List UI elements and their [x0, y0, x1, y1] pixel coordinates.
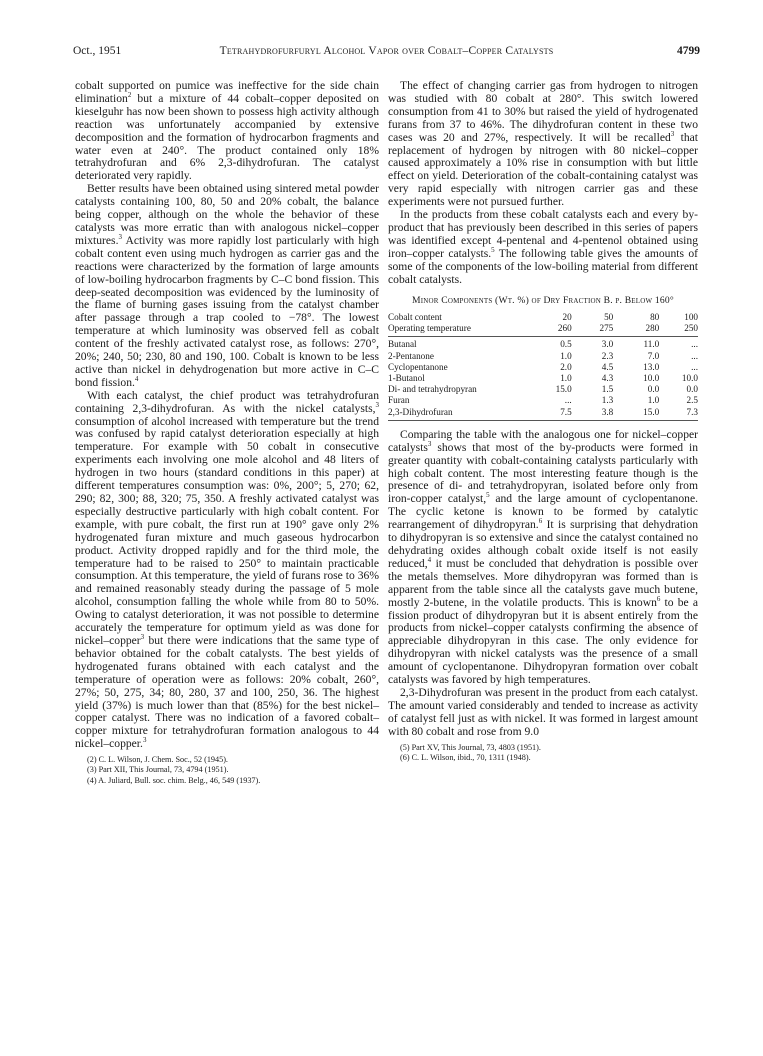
table-row	[388, 337, 698, 351]
table-cell: 250	[667, 323, 698, 337]
footnotes	[75, 755, 379, 786]
table-cell: 260	[534, 323, 580, 337]
row-label: 2,3-Dihydrofuran	[388, 407, 534, 421]
paragraph: cobalt supported on pumice was ineffective for the side chain elimination$^2$ but a mixture of 44 cobalt–copper deposited on kieselguhr has now been shown to possess high activity although reaction was unfortunately accompanied by extensive decomposition and the formation of hydrocarbon fragments and water even at 240°. The product contained only 18% tetrahydrofuran and 6% 2,3-dihydrofuran. The catalyst deteriorated very rapidly.	[75, 79, 379, 183]
table-cell: 1.0	[560, 350, 572, 361]
table-cell: 4.5	[601, 361, 614, 372]
citation-ref[interactable]: 5	[486, 491, 490, 500]
citation-ref[interactable]: 3	[142, 736, 147, 745]
table-cell: 11.0	[643, 339, 660, 350]
table-cell: 0.5	[560, 339, 572, 350]
footnote: (3) Part XII, This Journal, 73, 4794 (1951).	[87, 765, 229, 775]
row-label: Operating temperature	[388, 323, 534, 337]
table-row	[388, 362, 698, 373]
issue-date: Oct., 1951	[73, 45, 122, 57]
running-title: Tetrahydrofurfuryl Alcohol Vapor over Cobalt–Copper Catalysts	[219, 45, 554, 57]
citation-ref[interactable]: 3	[427, 439, 432, 448]
table-row	[388, 407, 698, 421]
table-cell: 80	[650, 312, 660, 322]
table-cell: 275	[580, 323, 622, 337]
citation-ref[interactable]: 4	[134, 374, 139, 383]
table-cell: 7.3	[667, 407, 698, 421]
table-cell: 3.0	[601, 339, 614, 350]
table-row	[388, 312, 698, 323]
table-cell: 10.0	[643, 373, 660, 384]
paragraph: With each catalyst, the chief product was tetrahydrofuran containing 2,3-dihydrofuran. As with the nickel catalysts,$^3$ consumption of alcohol increased with temperature but the trend was confused by rapid catalyst deterioration especially at high temperature. For example with 50 cobalt in consecutive experiments each involving one mole alcohol and 48 liters of hydrogen in two hours (standard conditions in this paper) at different temperatures consumption was: 0%, 200°; 5, 270; 62, 290; 82, 300; 88, 320; 75, 350. A freshly activated catalyst was especially destructive particularly with high cobalt content. For example, with pure cobalt, the first run at 190° gave only 2% hydrogenated furan mixture and much gaseous hydrocarbon product. Activity dropped rapidly and for the third mole, the temperature had to be raised to 250° to maintain practicable consumption. At this temperature, the yield of furans rose to 36% and remained reasonably steady during the passage of 5 mole alcohol, consumption falling the whole while from 80 to 50%. Owing to catalyst deterioration, it was not possible to determine accurately the temperature for optimum yield as was done for nickel–copper$^3$ but there were indications that the same type of behavior obtained for the cobalt catalysts. The best yields of hydrogenated furans obtained with each catalyst and the temperature of operation were as follows: 20% cobalt, 260°, 27%; 50, 275, 34; 80, 280, 37 and 100, 250, 36. The highest yield (37%) is much lower than that (85%) for the best nickel–copper catalyst. There was no indication of a favored cobalt–copper mixture for tetrahydrofuran formation analogous to 44 nickel–copper.$^3$	[75, 388, 379, 751]
row-label: Cyclopentanone	[388, 361, 448, 372]
paragraph: The effect of changing carrier gas from hydrogen to nitrogen was studied with 80 cobalt at 280°. This switch lowered consumption from 41 to 30% but raised the yield of hydrogenated furans from 37 to 46%. The dihydrofuran content in these two cases was 20 and 27%, respectively. It will be recalled$^3$ that replacement of hydrogen by nitrogen with 80 nickel–copper caused approximately a 10% rise in consumption with but little effect on yield. Deterioration of the cobalt-containing catalyst was very rapid especially with nitrogen carrier gas and these experiments were not pursued further.	[388, 79, 698, 209]
table-cell: ...	[564, 395, 572, 406]
table-cell: 7.0	[647, 350, 660, 361]
table-cell: 4.3	[601, 373, 614, 384]
row-label: Cobalt content	[388, 312, 442, 322]
table-cell: 2.0	[560, 361, 572, 372]
citation-ref[interactable]: 6	[656, 594, 661, 603]
citation-ref[interactable]: 4	[427, 556, 432, 565]
table-cell: 1.0	[647, 395, 660, 406]
table-cell: 50	[604, 312, 614, 322]
table-cell: ...	[691, 350, 698, 361]
table-cell: 15.0	[621, 407, 667, 421]
table-cell: 3.8	[580, 407, 622, 421]
footnote: (4) A. Juliard, Bull. soc. chim. Belg., 46, 549 (1937).	[87, 775, 261, 785]
table-row	[388, 384, 698, 395]
table-row	[388, 351, 698, 362]
table-cell: 2.5	[686, 395, 698, 406]
running-header	[73, 43, 700, 59]
citation-ref[interactable]: 6	[538, 517, 543, 526]
paragraph: 2,3-Dihydrofuran was present in the product from each catalyst. The amount varied considerably and tended to increase as activity of catalyst fell just as with nickel. It was formed in largest amount with 80 cobalt and rose from 9.0	[388, 685, 698, 738]
table-cell: 10.0	[681, 373, 698, 384]
table-row	[388, 323, 698, 337]
citation-ref[interactable]: 3	[118, 233, 122, 242]
table-cell: 1.5	[601, 384, 614, 395]
paragraph: In the products from these cobalt catalysts each and every by-product that has previously been described in this series of papers was identified except 4-pentenal and 4-pentenol obtained using iron–copper catalysts.$^5$ The following table gives the amounts of some of the components of the low-boiling material from different cobalt catalysts.	[388, 208, 698, 286]
table-cell: 100	[684, 312, 698, 322]
footnote: (6) C. L. Wilson, ibid., 70, 1311 (1948).	[400, 752, 531, 762]
table-row	[388, 395, 698, 406]
table-cell: 280	[621, 323, 667, 337]
paragraph: Better results have been obtained using sintered metal powder catalysts containing 100, 80, 50 and 20% cobalt, the balance being copper, although on the whole the behavior of these catalysts was more erratic than with analogous nickel–copper mixtures.$^3$ Activity was more rapidly lost particularly with high cobalt content even using much hydrogen as carrier gas and the reactions were characterized by the formation of large amounts of low-boiling hydrocarbon fragments by C–C bond fission. This deep-seated decomposition was evidenced by the luminosity of the flame of burning gases issuing from the catalyst chamber after passage through a trap cooled to −78°. The lowest temperature at which luminosity was observed fell as cobalt content of the freshly activated catalyst rose, as follows: 270°, 20%; 240, 50; 230, 80 and 190, 100. Cobalt is known to be less active than nickel in dehydrogenation but more active in C–C bond fission.$^4$	[75, 182, 379, 389]
table-cell: 2.3	[601, 350, 614, 361]
paragraph: Comparing the table with the analogous one for nickel–copper catalysts$^3$ shows that most of the by-products were formed in greater quantity with cobalt-containing catalysts particularly with high cobalt content. The most interesting feature though is the presence of di- and tetrahydropyran, isolated before only from iron-copper catalyst,$^5$ and the large amount of cyclopentanone. The cyclic ketone is known to be formed by catalytic rearrangement of dihydropyran.$^6$ It is surprising that dehydration to dihydropyran is so extensive and since the catalyst contained no dehydrating oxides although cobalt oxide itself is not easily reduced,$^4$ it must be concluded that dehydration is possible over the metals themselves. More dihydropyran was formed than is apparent from the table since all the catalysts gave much butene, mostly 2-butene, in the volatile products. This is known$^6$ to be a fission product of dihydropyran but it is absent entirely from the products from nickel–copper catalysts confirming the absence of appreciable dihydropyran in this case. The only evidence for dihydropyran with nickel catalysts was the presence of a small amount of cyclopentanone. Dihydropyran formation over cobalt catalysts was favored by high temperatures.	[388, 427, 698, 687]
citation-ref[interactable]: 3	[140, 633, 145, 642]
footnotes	[388, 743, 698, 764]
table-cell: ...	[691, 361, 698, 372]
table-cell: 15.0	[555, 384, 572, 395]
citation-ref[interactable]: 2	[127, 91, 132, 100]
page-number: 4799	[677, 45, 700, 57]
table-cell: 0.0	[647, 384, 660, 395]
row-label: Furan	[388, 395, 410, 406]
table-caption: Minor Components (Wt. %) of Dry Fraction B. p. Below 160°	[412, 294, 674, 306]
footnote: (5) Part XV, This Journal, 73, 4803 (1951).	[400, 742, 541, 752]
table-cell: 1.0	[560, 373, 572, 384]
table-cell: 13.0	[643, 361, 660, 372]
citation-ref[interactable]: 5	[491, 245, 495, 254]
citation-ref[interactable]: 3	[375, 400, 379, 409]
row-label: 1-Butanol	[388, 373, 425, 384]
right-column	[388, 80, 698, 763]
left-column	[75, 80, 379, 786]
citation-ref[interactable]: 3	[670, 129, 675, 138]
row-label: Butanal	[388, 339, 417, 350]
minor-components-table	[388, 312, 698, 421]
table-row	[388, 373, 698, 384]
table-cell: 1.3	[601, 395, 614, 406]
table-cell: 7.5	[534, 407, 580, 421]
table-cell: ...	[691, 339, 698, 350]
row-label: Di- and tetrahydropyran	[388, 384, 477, 395]
table-cell: 0.0	[686, 384, 698, 395]
footnote: (2) C. L. Wilson, J. Chem. Soc., 52 (1945).	[87, 755, 228, 765]
row-label: 2-Pentanone	[388, 350, 434, 361]
table-cell: 20	[562, 312, 572, 322]
